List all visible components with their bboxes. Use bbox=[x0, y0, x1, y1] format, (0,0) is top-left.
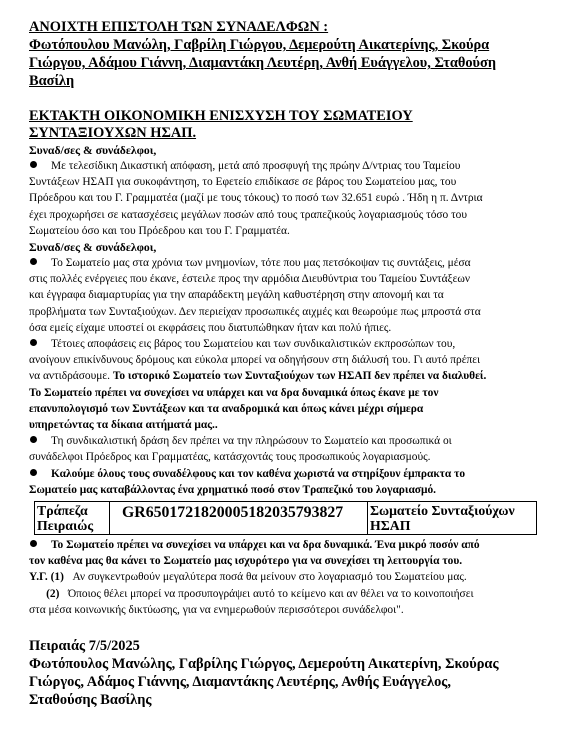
paragraph-continue-action: Το Σωματείο πρέπει να συνεχίσει να υπάρχει και να δρα δυναμικά. Ένα μικρό ποσόν από τον καθένα μας θα κάνει το Σωματείο μας ισχυρότερο για να συνεχίσει τη λειτουργία του. bbox=[29, 539, 480, 568]
signatory-line: Σταθούσης Βασίλης bbox=[29, 692, 152, 709]
letter-heading bbox=[29, 18, 543, 90]
postscript: Υ.Γ. (1) Αν συγκεντρωθούν μεγαλύτερα ποσά θα μείνουν στο λογαριασμό του Σωματείου μας. (2) Όποιος θέλει μπορεί να προσυπογράψει αυτό το κείμενο και αν θέλει να το κοινοποιήσει στα μέσα κοινωνικής δικτύωσης, για να ενημερωθούν περισσότεροι συνάδελφοι". bbox=[29, 571, 474, 616]
bullet-icon bbox=[30, 258, 37, 265]
bank-name-cell: Τράπεζα Πειραιώς bbox=[35, 502, 110, 535]
paragraph-union-history: Το Σωματείο μας στα χρόνια των μνημονίων, τότε που μας πετσόκοψαν τις συντάξεις, μέσα στις πολλές ενέργειες που έκανε, έστειλε προς την αρμόδια Διευθύντρια του Ταμείου Συντάξεων και έγγραφα διαμαρτυρίας για την απαράδεκτη μεγάλη καθυστέρηση στην απονομή και τα προβλήματα των Συνταξιούχων. Δεν περιείχαν προσωπικές αιχμές και θεωρούμε πως μπροστά στα όσα εμείς είχαμε υποστεί οι εκφράσεις που διατυπώθηκαν ήταν και πολύ ήπιες. bbox=[29, 257, 481, 334]
letter-page bbox=[29, 18, 543, 709]
greeting: Συναδ/σες & συνάδελφοι, bbox=[29, 241, 157, 255]
paragraph-dangerous-decisions: Τέτοιες αποφάσεις εις βάρος του Σωματείου και των συνδικαλιστικών εκπροσώπων του, ανοίγουν επικίνδυνους δρόμους και εύκολα μπορεί να οδηγήσουν στη διάλυσή του. Γι αυτό πρέπει να αντιδράσουμε. Το ιστορικό Σωματείο των Συνταξιούχων των ΗΣΑΠ δεν πρέπει να διαλυθεί. Το Σωματείο πρέπει να συνεχίσει να υπάρχει και να δρα δυναμικά όπως έκανε με τον επανυπολογισμό των Συντάξεων και τα αναδρομικά και όπως κάνει μέχρι σήμερα υπηρετώντας τα δίκαια αιτήματά μας.. bbox=[29, 338, 487, 432]
letter-subtitle bbox=[29, 108, 543, 142]
subtitle-line: ΣΥΝΤΑΞΙΟΥΧΩΝ ΗΣΑΠ. bbox=[29, 125, 197, 141]
bank-account-row bbox=[35, 502, 537, 535]
paragraph-union-action: Τη συνδικαλιστική δράση δεν πρέπει να την πληρώσουν το Σωματείο και προσωπικά οι συνάδελφοι Πρόεδρος και Γραμματέας, κατάσχοντάς τους προσωπικούς λογαριασμούς. bbox=[29, 435, 452, 464]
bullet-icon bbox=[30, 339, 37, 346]
paragraph-court-decision: Με τελεσίδικη Δικαστική απόφαση, μετά από προσφυγή της πρώην Δ/ντριας του Ταμείου Συντάξεων ΗΣΑΠ για συκοφάντηση, το Εφετείο επιδίκασε σε βάρος του Σωματείου μας, του Πρόεδρου και του Γ. Γραμματέα (μαζί με τους τόκους) το ποσό των 32.651 ευρώ . Ήδη η π. Δντρια έχει προχωρήσει σε κατασχέσεις μεγάλων ποσών από τους τραπεζικούς λογαριασμούς τόσο του Σωματείου όσο και του Πρόεδρου και του Γ. Γραμματέα. bbox=[29, 160, 483, 237]
bank-account-table bbox=[34, 501, 537, 535]
bullet-icon bbox=[30, 540, 37, 547]
bullet-icon bbox=[30, 469, 37, 476]
heading-names-line: Βασίλη bbox=[29, 73, 75, 89]
iban-cell: GR6501721820005182035793827 bbox=[110, 502, 368, 535]
bullet-icon bbox=[30, 436, 37, 443]
account-holder-cell: Σωματείο Συνταξιούχων ΗΣΑΠ bbox=[368, 502, 537, 535]
paragraph-call-to-contribute: Καλούμε όλους τους συναδέλφους και τον καθένα χωριστά να στηρίξουν έμπρακτα το Σωματείο μας καταβάλλοντας ένα χρηματικό ποσό στον Τραπεζικό του λογαριασμό. bbox=[29, 467, 466, 496]
heading-names-line: Φωτόπουλου Μανώλη, Γαβρίλη Γιώργου, Δεμερούτη Αικατερίνης, Σκούρα bbox=[29, 37, 490, 53]
subtitle-line: ΕΚΤΑΚΤΗ ΟΙΚΟΝΟΜΙΚΗ ΕΝΙΣΧΥΣΗ ΤΟΥ ΣΩΜΑΤΕΙΟΥ bbox=[29, 108, 413, 124]
signatory-line: Γιώργος, Αδάμος Γιάννης, Διαμαντάκης Λευτέρης, Ανθής Ευάγγελος, bbox=[29, 674, 451, 691]
ps-label: Υ.Γ. bbox=[29, 571, 48, 584]
signatory-line: Φωτόπουλος Μανώλης, Γαβρίλης Γιώργος, Δεμερούτη Αικατερίνη, Σκούρας bbox=[29, 656, 499, 673]
bullet-icon bbox=[30, 161, 37, 168]
letter-date: Πειραιάς 7/5/2025 bbox=[29, 638, 140, 655]
letter-title: ΑΝΟΙΧΤΗ ΕΠΙΣΤΟΛΗ ΤΩΝ ΣΥΝΑΔΕΛΦΩΝ : bbox=[29, 19, 329, 35]
greeting: Συναδ/σες & συνάδελφοι, bbox=[29, 144, 157, 157]
heading-names-line: Γιώργου, Αδάμου Γιάννη, Διαμαντάκη Λευτέρη, Ανθή Ευάγγελου, Σταθούση bbox=[29, 55, 497, 71]
signatories bbox=[29, 655, 543, 709]
